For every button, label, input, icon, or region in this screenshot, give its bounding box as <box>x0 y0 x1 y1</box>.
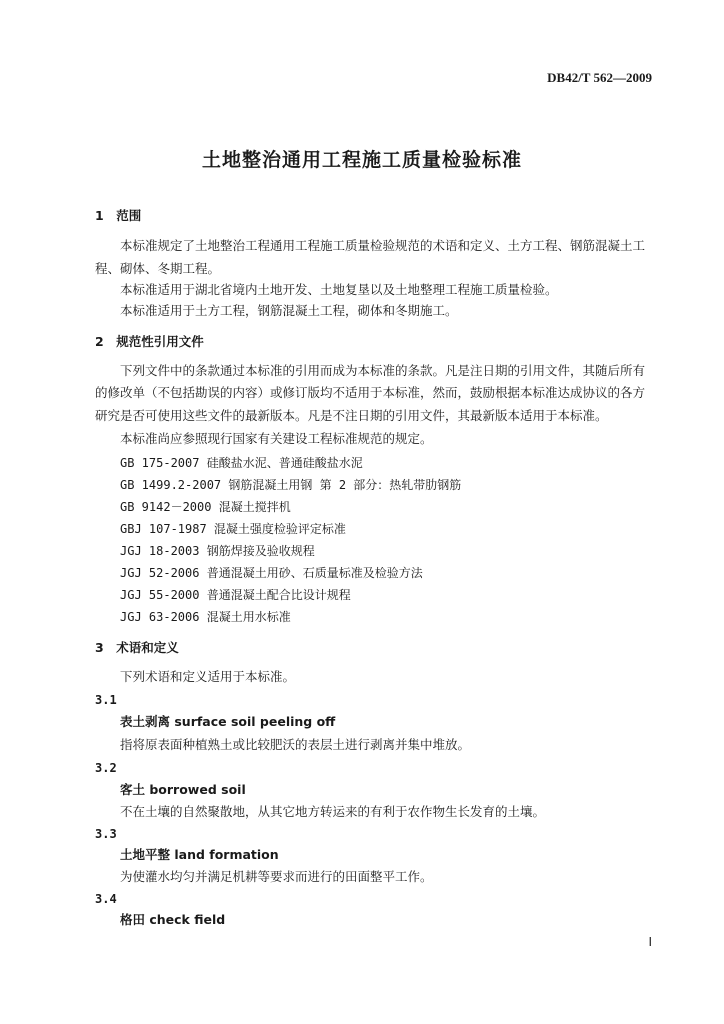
paragraph: 的修改单（不包括勘误的内容）或修订版均不适用于本标准，然而，鼓励根据本标准达成协议的各方 <box>95 385 646 400</box>
reference-item: JGJ 63-2006 混凝土用水标准 <box>120 610 291 624</box>
document-title: 土地整治通用工程施工质量检验标准 <box>201 149 522 171</box>
paragraph: 本标准适用于土方工程，钢筋混凝土工程，砌体和冬期施工。 <box>120 303 458 318</box>
term-number: 3.4 <box>95 892 117 906</box>
reference-item: GB 175-2007 硅酸盐水泥、普通硅酸盐水泥 <box>120 456 363 470</box>
reference-item: GBJ 107-1987 混凝土强度检验评定标准 <box>120 522 346 536</box>
term-title: 客土 borrowed soil <box>120 782 246 797</box>
term-number: 3.3 <box>95 827 117 841</box>
reference-item: GB 1499.2-2007 钢筋混凝土用钢 第 2 部分：热轧带肋钢筋 <box>120 478 462 492</box>
standard-code: DB42/T 562—2009 <box>547 70 652 85</box>
term-title: 表土剥离 surface soil peeling off <box>120 714 336 729</box>
paragraph: 本标准尚应参照现行国家有关建设工程标准规范的规定。 <box>120 431 433 446</box>
term-title: 格田 check field <box>120 912 226 927</box>
term-number: 3.1 <box>95 693 117 707</box>
paragraph: 程、砌体、冬期工程。 <box>95 261 221 276</box>
term-definition: 指将原表面种植熟土或比较肥沃的表层土进行剥离并集中堆放。 <box>120 737 471 752</box>
reference-item: JGJ 18-2003 钢筋焊接及验收规程 <box>120 544 315 558</box>
term-number: 3.2 <box>95 761 117 775</box>
paragraph: 下列文件中的条款通过本标准的引用而成为本标准的条款。凡是注日期的引用文件，其随后所有 <box>120 363 646 378</box>
term-definition: 不在土壤的自然聚散地，从其它地方转运来的有利于农作物生长发育的土壤。 <box>120 804 546 819</box>
reference-item: JGJ 55-2000 普通混凝土配合比设计规程 <box>120 588 351 602</box>
paragraph: 本标准规定了土地整治工程通用工程施工质量检验规范的术语和定义、土方工程、钢筋混凝土工 <box>120 238 646 253</box>
paragraph: 本标准适用于湖北省境内土地开发、土地复垦以及土地整理工程施工质量检验。 <box>120 282 558 297</box>
paragraph: 下列术语和定义适用于本标准。 <box>120 669 296 684</box>
reference-item: GB 9142－2000 混凝土搅拌机 <box>120 500 291 514</box>
page-number: I <box>648 935 652 949</box>
term-definition: 为使灌水均匀并满足机耕等要求而进行的田面整平工作。 <box>120 869 433 884</box>
section-3-heading: 3 术语和定义 <box>95 640 179 655</box>
paragraph: 研究是否可使用这些文件的最新版本。凡是不注日期的引用文件，其最新版本适用于本标准。 <box>95 408 608 423</box>
term-title: 土地平整 land formation <box>120 847 279 862</box>
section-2-heading: 2 规范性引用文件 <box>95 334 204 349</box>
reference-item: JGJ 52-2006 普通混凝土用砂、石质量标准及检验方法 <box>120 566 423 580</box>
section-1-heading: 1 范围 <box>95 208 142 223</box>
